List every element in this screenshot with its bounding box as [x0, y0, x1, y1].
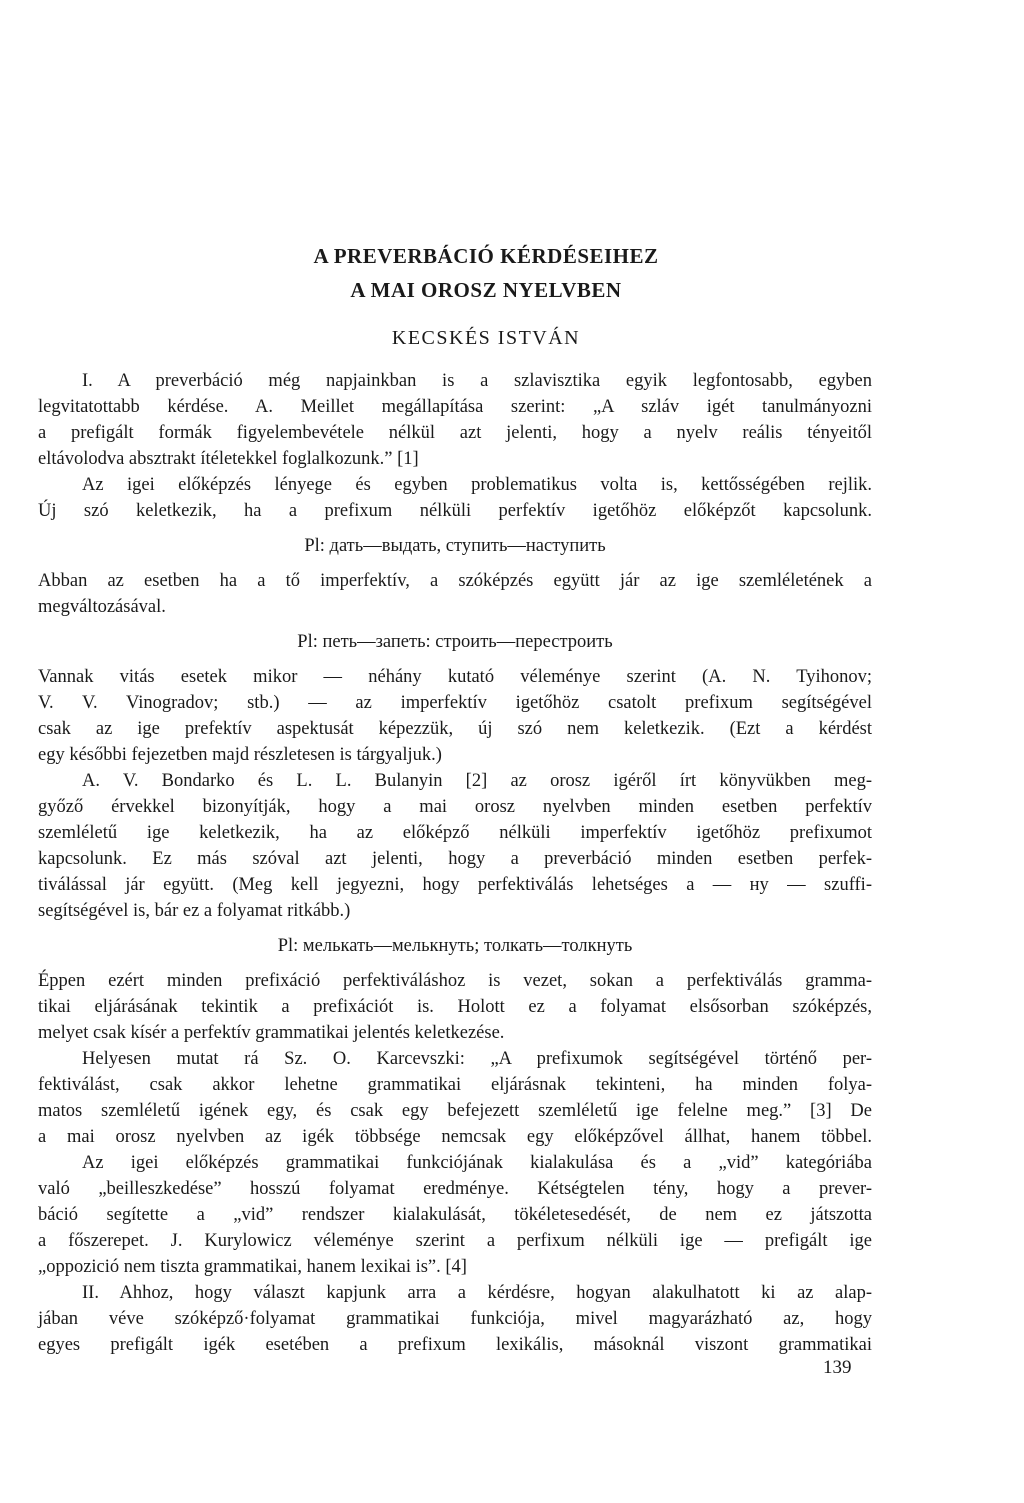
text-line: egy későbbi fejezetben majd részletesen is tárgyaljuk.): [38, 745, 442, 765]
text-line: „oppozició nem tiszta grammatikai, hanem lexikai is”. [4]: [38, 1257, 467, 1277]
example-line-2: Pl: петь—запеть: строить—перестроить: [297, 632, 613, 652]
text-line: Az igei előképzés lényege és egyben problematikus volta is, kettősségében rejlik.: [82, 475, 872, 495]
title-line-2: A MAI OROSZ NYELVBEN: [350, 278, 622, 302]
text-line: kapcsolunk. Ez más szóval azt jelenti, hogy a preverbáció minden esetben perfek-: [38, 849, 872, 869]
author-name: KECSKÉS ISTVÁN: [391, 327, 581, 349]
text-line: Az igei előképzés grammatikai funkciójának kialakulása és a „vid” kategóriába: [82, 1153, 872, 1173]
text-line: A. V. Bondarko és L. L. Bulanyin [2] az orosz igéről írt könyvükben meg-: [82, 771, 872, 791]
text-line: a főszerepet. J. Kurylowicz véleménye szerint a perfixum nélküli ige — prefigált ige: [38, 1231, 872, 1251]
article-body: [38, 368, 872, 1358]
text-line: tikai eljárásának tekintik a prefixációt is. Holott ez a folyamat elsősorban szóképzés,: [38, 997, 872, 1017]
text-line: I. A preverbáció még napjainkban is a szlavisztika egyik legfontosabb, egyben: [82, 371, 872, 391]
paragraph-7: [38, 1046, 872, 1150]
paragraph-2: [38, 472, 872, 524]
text-line: segítségével is, bár ez a folyamat ritkább.): [38, 901, 351, 921]
paragraph-8: [38, 1150, 872, 1280]
text-line: egyes prefigált igék esetében a prefixum lexikális, másoknál viszont grammatikai: [38, 1335, 872, 1355]
text-line: a mai orosz nyelvben az igék többsége nemcsak egy előképzővel állhat, hanem többel.: [38, 1127, 872, 1147]
text-line: a prefigált formák figyelembevétele nélkül azt jelenti, hogy a nyelv reális tényeitől: [38, 423, 872, 443]
paragraph-4: [38, 664, 872, 768]
text-line: jában véve szóképző·folyamat grammatikai funkciója, mivel magyarázható az, hogy: [38, 1309, 872, 1329]
example-line-3: Pl: мелькать—мелькнуть; толкать—толкнуть: [277, 936, 633, 956]
text-line: legvitatottabb kérdése. A. Meillet megállapítása szerint: „A szláv igét tanulmányozni: [38, 397, 872, 417]
text-line: Abban az esetben ha a tő imperfektív, a szóképzés együtt jár az ige szemléletének a: [38, 571, 872, 591]
text-line: való „beilleszkedése” hosszú folyamat eredménye. Kétségtelen tény, hogy a prever-: [38, 1179, 872, 1199]
text-line: báció segítette a „vid” rendszer kialakulását, tökéletesedését, de nem ez játszotta: [38, 1205, 872, 1225]
text-line: II. Ahhoz, hogy választ kapjunk arra a kérdésre, hogyan alakulhatott ki az alap-: [82, 1283, 872, 1303]
text-line: csak az ige prefektív aspektusát képezzük, új szó nem keletkezik. (Ezt a kérdést: [38, 719, 872, 739]
text-line: matos szemléletű igének egy, és csak egy befejezett szemléletű ige felelne meg.” [3] De: [38, 1101, 872, 1121]
example-line-1: Pl: дать—выдать, ступить—наступить: [304, 536, 606, 556]
text-line: megváltozásával.: [38, 597, 166, 617]
text-line: melyet csak kísér a perfektív grammatikai jelentés keletkezése.: [38, 1023, 505, 1043]
text-line: Helyesen mutat rá Sz. O. Karcevszki: „A prefixumok segítségével történő per-: [82, 1049, 872, 1069]
paragraph-1: [38, 368, 872, 472]
title-line-1: A PREVERBÁCIÓ KÉRDÉSEIHEZ: [313, 244, 659, 268]
text-line: Új szó keletkezik, ha a prefixum nélküli perfektív igetőhöz előképzőt kapcsolunk.: [38, 501, 872, 521]
text-line: győző érvekkel bizonyítják, hogy a mai orosz nyelvben minden esetben perfektív: [38, 797, 872, 817]
paragraph-9: [38, 1280, 872, 1358]
paragraph-3: [38, 568, 872, 620]
text-line: Vannak vitás esetek mikor — néhány kutató véleménye szerint (A. N. Tyihonov;: [38, 667, 872, 687]
text-line: tiválással jár együtt. (Meg kell jegyezni, hogy perfektiválás lehetséges a — ну — szuffi-: [38, 875, 872, 895]
page-number: 139: [823, 1357, 852, 1378]
text-line: Éppen ezért minden prefixáció perfektiváláshoz is vezet, sokan a perfektiválás gramma-: [38, 971, 872, 991]
text-line: szemléletű ige keletkezik, ha az előképző nélküli imperfektív igetőhöz prefixumot: [38, 823, 872, 843]
text-line: fektiválást, csak akkor lehetne grammatikai eljárásnak tekinteni, ha minden folya-: [38, 1075, 872, 1095]
text-line: V. V. Vinogradov; stb.) — az imperfektív igetőhöz csatolt prefixum segítségével: [38, 693, 872, 713]
paragraph-6: [38, 968, 872, 1046]
text-line: eltávolodva absztrakt ítéletekkel foglalkozunk.” [1]: [38, 449, 419, 469]
paragraph-5: [38, 768, 872, 924]
